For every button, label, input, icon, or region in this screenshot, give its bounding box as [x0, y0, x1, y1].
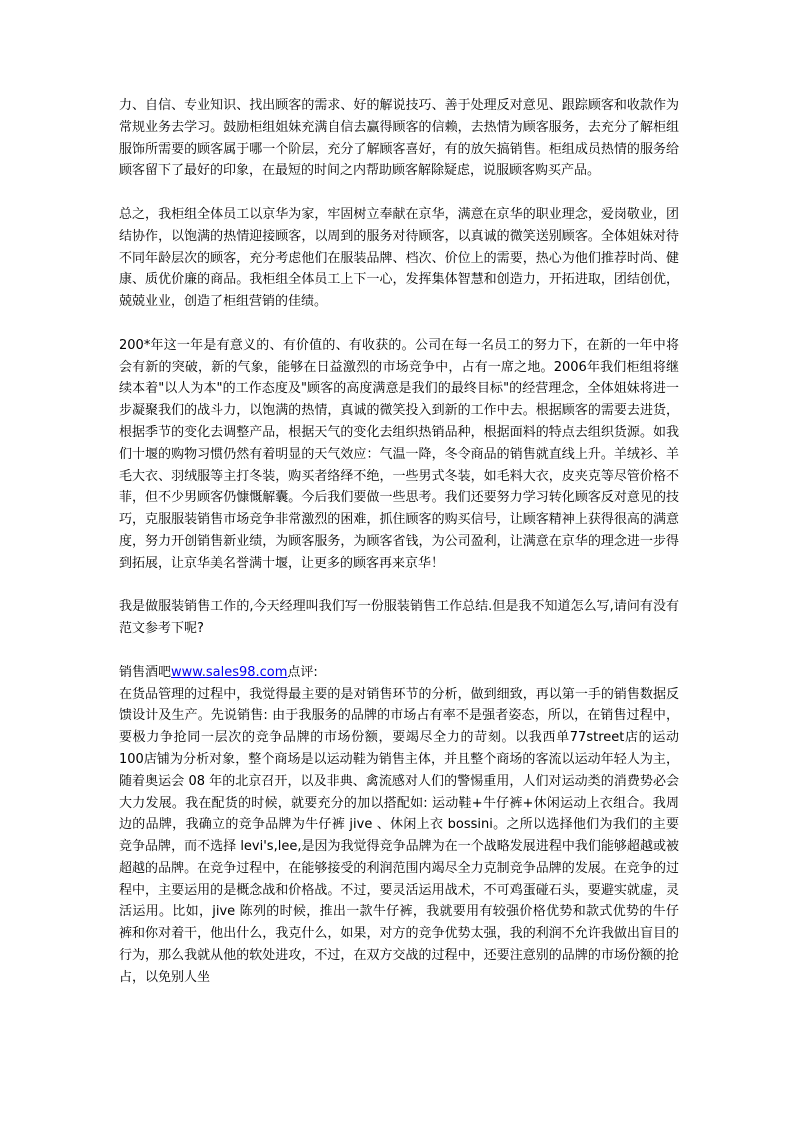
paragraph-year-review: 200*年这一年是有意义的、有价值的、有收获的。公司在每一名员工的努力下，在新的一年中将会有新的突破，新的气象，能够在日益激烈的市场竞争中，占有一席之地。2006年我们柜组将继续本着"以人为本"的工作态度及"顾客的高度满意是我们的最终目标"的经营理念，全体姐妹将进一步凝聚我们的战斗力，以饱满的热情，真诚的微笑投入到新的工作中去。根据顾客的需要去进货，根据季节的变化去调整产品，根据天气的变化去组织热销品种，根据面料的特点去组织货源。如我们十堰的购物习惯仍然有着明显的天气效应：气温一降，冬令商品的销售就直线上升。羊绒衫、羊毛大衣、羽绒服等主打冬装，购买者络绎不绝，一些男式冬装，如毛料大衣，皮夹克等尽管价格不菲，但不少男顾客仍慷慨解囊。今后我们要做一些思考。我们还要努力学习转化顾客反对意见的技巧，克服服装销售市场竞争非常激烈的困难，抓住顾客的购买信号，让顾客精神上获得很高的满意度，努力开创销售新业绩，为顾客服务，为顾客省钱，为公司盈利，让满意在京华的理念进一步得到拓展，让京华美名誉满十堰，让更多的顾客再来京华！: [119, 337, 679, 571]
review-label: 点评:: [287, 664, 318, 680]
paragraph-question: 我是做服装销售工作的,今天经理叫我们写一份服装销售工作总结.但是我不知道怎么写,请问有没有范文参考下呢?: [119, 599, 679, 637]
review-header: [119, 662, 679, 684]
review-body: 在货品管理的过程中，我觉得最主要的是对销售环节的分析，做到细致，再以第一手的销售数据反馈设计及生产。先说销售: 由于我服务的品牌的市场占有率不是强者姿态，所以，在销售过程中，要极力争抢同一层次的竞争品牌的市场份额，要竭尽全力的苛刻。以我西单77street店的运动 100店铺为分析对象，整个商场是以运动鞋为销售主体，并且整个商场的客流以运动年轻人为主，随着奥运会 08 年的北京召开，以及非典、禽流感对人们的警惕重用，人们对运动类的消费势必会大力发展。我在配货的时候，就要充分的加以搭配如: 运动鞋+牛仔裤+休闲运动上衣组合。我周边的品牌，我确立的竞争品牌为牛仔裤 jive 、休闲上衣 bossini。之所以选择他们为我们的主要竞争品牌，而不选择 levi's,lee,是因为我觉得竞争品牌为在一个战略发展进程中我们能够超越或被超越的品牌。在竞争过程中，在能够接受的利润范围内竭尽全力克制竞争品牌的发展。在竞争的过程中，主要运用的是概念战和价格战。不过，要灵活运用战术，不可鸡蛋碰石头，要避实就虚，灵活运用。比如，jive 陈列的时候，推出一款牛仔裤，我就要用有较强价格优势和款式优势的牛仔裤和你对着干，他出什么，我克什么，如果，对方的竞争优势太强，我的利润不允许我做出盲目的行为，那么我就从他的软处进攻，不过，在双方交战的过程中，还要注意别的品牌的市场份额的抢占，以免别人坐: [119, 686, 679, 985]
review-source: 销售酒吧: [119, 664, 172, 680]
paragraph-summary: 总之，我柜组全体员工以京华为家，牢固树立奉献在京华，满意在京华的职业理念，爱岗敬业，团结协作，以饱满的热情迎接顾客，以周到的服务对待顾客，以真诚的微笑送别顾客。全体姐妹对待不同年龄层次的顾客，充分考虑他们在服装品牌、档次、价位上的需要，热心为他们推荐时尚、健康、质优价廉的商品。我柜组全体员工上下一心，发挥集体智慧和创造力，开拓进取，团结创优，兢兢业业，创造了柜组营销的佳绩。: [119, 206, 679, 310]
paragraph-sales-skills: 力、自信、专业知识、找出顾客的需求、好的解说技巧、善于处理反对意见、跟踪顾客和收款作为常规业务去学习。鼓励柜组姐妹充满自信去赢得顾客的信赖，去热情为顾客服务，去充分了解柜组服饰所需要的顾客属于哪一个阶层，充分了解顾客喜好，有的放矢搞销售。柜组成员热情的服务给顾客留下了最好的印象，在最短的时间之内帮助顾客解除疑虑，说服顾客购买产品。: [119, 98, 679, 179]
sales98-link[interactable]: www.sales98.com: [171, 664, 288, 680]
document-page: [119, 95, 679, 989]
